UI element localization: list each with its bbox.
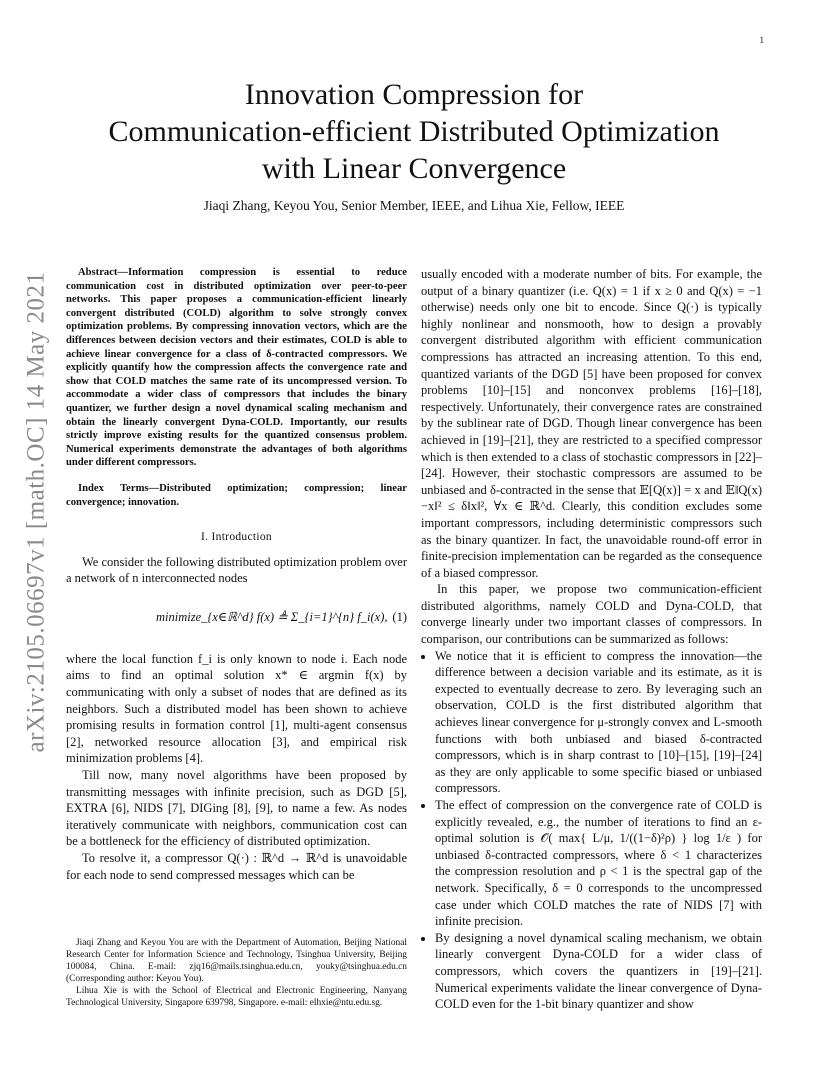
arxiv-stamp-wrapper [15, 262, 59, 762]
right-paragraph-2: In this paper, we propose two communication-efficient distributed algorithms, namely COLD and Dyna-COLD, that converge linearly under two important classes of compressors. In comparison, our contributions can be summarized as follows: [421, 582, 762, 647]
abstract: Abstract—Information compression is essential to reduce communication cost in distributed optimization over peer-to-peer networks. This paper proposes a communication-efficient linearly convergent distributed (COLD) algorithm to solve strongly convex optimization problems. By compressing innovation vectors, which are the differences between decision vectors and their estimates, COLD is able to achieve linear convergence for a class of δ-contracted compressors. We explicitly quantify how the compression affects the convergence rate and show that COLD matches the same rate of its uncompressed version. To accommodate a wider class of compressors that includes the binary quantizer, we further design a novel dynamical scaling mechanism and obtain the linearly convergent Dyna-COLD. Importantly, our results strictly improve existing results for the quantized consensus problem. Numerical experiments demonstrate the advantages of both algorithms under different compressors. [66, 267, 407, 469]
index-terms: Index Terms—Distributed optimization; compression; linear convergence; innovation. [66, 482, 407, 508]
intro-paragraph-4: To resolve it, a compressor Q(·) : ℝ^d → ℝ^d is unavoidable for each node to send compressed messages which can be [66, 851, 407, 882]
page-number: 1 [759, 35, 764, 45]
intro-paragraph-1: We consider the following distributed optimization problem over a network of n interconnected nodes [66, 554, 407, 586]
title-line-2: Communication-efficient Distributed Optimization [108, 115, 720, 148]
author-list: Jiaqi Zhang, Keyou You, Senior Member, IEEE, and Lihua Xie, Fellow, IEEE [203, 198, 625, 213]
intro-paragraph-2: where the local function f_i is only known to node i. Each node aims to find an optimal solution x* ∈ argmin f(x) by communicating with only a subset of nodes that are defined as its neighbors. Such a distributed model has been shown to achieve promising results in formation control [1], multi-agent consensus [2], networked resource allocation [3], and empirical risk minimization problems [4]. [66, 651, 407, 766]
intro-paragraph-3: Till now, many novel algorithms have been proposed by transmitting messages with infinite precision, such as DGD [5], EXTRA [6], NIDS [7], DIGing [8], [9], to name a few. As nodes iteratively communicate with neighbors, communication cost can be a bottleneck for the efficiency of distributed optimization. [66, 768, 407, 849]
equation-number: (1) [392, 609, 407, 624]
contribution-item: • By designing a novel dynamical scaling mechanism, we obtain linearly convergent Dyna-COLD for a wider class of compressors, which covers the quantizers in [19]–[21]. Numerical experiments validate the linear convergence of Dyna-COLD even for the 1-bit binary quantizer and show [435, 930, 762, 1013]
contribution-list [421, 648, 762, 1013]
left-column [66, 266, 407, 883]
footnotes [66, 937, 407, 1009]
right-paragraph-1: usually encoded with a moderate number of bits. For example, the output of a binary quantizer (i.e. Q(x) = 1 if x ≥ 0 and Q(x) = −1 otherwise) needs only one bit to encode. Since Q(·) is typically highly nonlinear and nonsmooth, how to design a provably convergent distributed algorithm with efficient communication compressions has attracted an increasing attention. To this end, quantized variants of the DGD [5] have been proposed for convex problems [10]–[15] and nonconvex problems [16]–[18], respectively. Unfortunately, their convergence rates are constrained by the sublinear rate of DGD. Though linear convergence has been achieved in [19]–[21], they are restricted to a specified compressor which is then extended to a class of stochastic compressors in [22]–[24]. However, their stochastic compressors are assumed to be unbiased and δ-contracted in the sense that 𝔼[Q(x)] = x and 𝔼‖Q(x)−x‖² ≤ δ‖x‖², ∀x ∈ ℝ^d. Clearly, this condition excludes some important compressors, including deterministic compressors such as the binary quantizer. In fact, the unavoidable round-off error in finite-precision implementation can be regarded as the consequence of a biased compressor. [421, 267, 762, 580]
contribution-item: • We notice that it is efficient to compress the innovation—the difference between a decision variable and its estimate, as it is expected to eventually decrease to zero. By leveraging such an observation, COLD is the first distributed algorithm that achieves linear convergence for μ-strongly convex and L-smooth functions with both unbiased and biased δ-contracted compressors, which is in sharp contrast to [10]–[15], [19]–[24] as they are only applicable to some specific biased or unbiased compressors. [435, 648, 762, 797]
contribution-item: • The effect of compression on the convergence rate of COLD is explicitly revealed, e.g., the number of iterations to find an ε-optimal solution is 𝒪( max{ L/μ, 1/((1−δ)²ρ) } log 1/ε ) for unbiased δ-contracted compressors, where δ < 1 characterizes the compression resolution and ρ < 1 is the spectral gap of the network. Specifically, δ = 0 corresponds to the uncompressed case under which COLD matches the rate of NIDS [7] with infinite precision. [435, 797, 762, 930]
title-line-1: Innovation Compression for [244, 78, 584, 111]
arxiv-stamp: arXiv:2105.06697v1 [math.OC] 14 May 2021 [23, 271, 50, 753]
title-line-3: with Linear Convergence [261, 152, 567, 185]
equation-1 [66, 595, 407, 643]
right-column [421, 266, 762, 1013]
footnote-affiliation-1: Jiaqi Zhang and Keyou You are with the Department of Automation, Beijing National Research Center for Information Science and Technology, Tsinghua University, Beijing 100084, China. E-mail: zjq16@mails.tsinghua.edu.cn, youky@tsinghua.edu.cn (Corresponding author: Keyou You). [66, 938, 407, 984]
paper-title [0, 76, 828, 187]
section-heading: I. Introduction [201, 531, 272, 544]
footnote-affiliation-2: Lihua Xie is with the School of Electrical and Electronic Engineering, Nanyang Technological University, Singapore 639798, Singapore. e-mail: elhxie@ntu.edu.sg. [66, 986, 407, 1008]
equation-body: minimize_{x∈ℝ^d} f(x) ≜ Σ_{i=1}^{n} f_i(x), [156, 609, 388, 624]
